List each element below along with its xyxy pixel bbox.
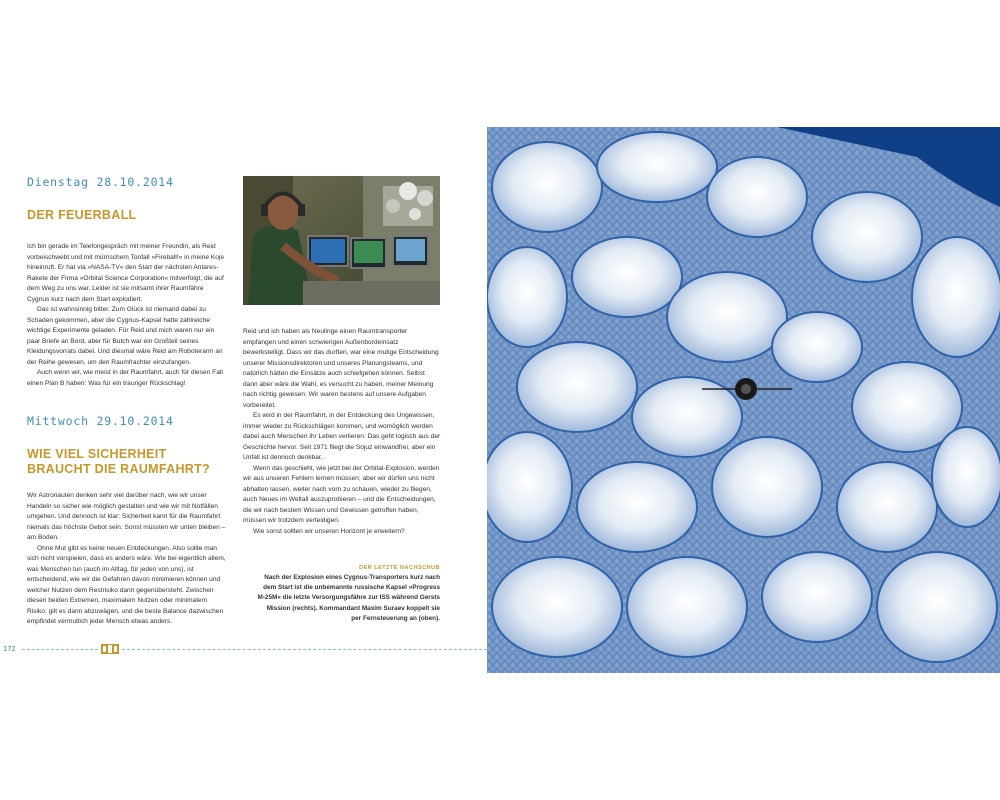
- section-title-feuerball: DER FEUERBALL: [27, 208, 137, 222]
- paragraph: Wie sonst sollten wir unseren Horizont je erweitern?: [253, 527, 405, 535]
- paragraph: Es wird in der Raumfahrt, in der Entdeckung des Ungewissen, immer wieder zu Rückschlägen kommen, und womöglich werden dabei auch Menschen ihr Leben verlieren: Das geht logisch aus der Geschichte hervor. Seit 1971 fliegt die Sojuz einwandfrei, aber ein Unfall ist dennoch denkbar.: [243, 412, 441, 461]
- caption-text: Nach der Explosion eines Cygnus-Transporters kurz nach dem Start ist die unbemannte russische Kapsel »Progress M-25M« die letzte Versorgungsfähre zur ISS während Gersts Mission (rechts). Kommandant Maxim Suraev koppelt sie per Fernsteuerung an (oben).: [257, 574, 440, 622]
- paragraph: Wenn das geschieht, wie jetzt bei der Orbital-Explosion, werden wir aus unseren Fehlern lernen müssen; aber wir dürfen uns nicht abhalten lassen, weiter nach vorn zu schauen, wieder zu fliegen, auch Neues im Weltall auszuprobieren – und die Entscheidungen, die wir nach bestem Wissen und Gewissen getroffen haben, müssen wir trotzdem verteidigen.: [243, 464, 440, 524]
- footer-divider-right: [122, 649, 487, 650]
- section-body-sicherheit: [27, 491, 227, 628]
- paragraph: Auch wenn wir, wie meist in der Raumfahrt, auch für diesen Fall einen Plan B haben: Was für ein trauriger Rückschlag!: [27, 369, 223, 387]
- caption-title: DER LETZTE NACHSCHUB: [359, 565, 440, 571]
- paragraph: Ich bin gerade im Telefongespräch mit meiner Freundin, als Reid vorbeischwebt und mit mürrischem Tonfall »Fireball!« in meine Koje hineinruft. Er hat via »NASA-TV« den Start der nächsten Antares-Rakete der Firma »Orbital Science Corporation« mitverfolgt, die auf dem Weg zu uns war. Leider ist sie mitsamt ihrer Raumfähre Cygnus kurz nach dem Start explodiert.: [27, 243, 225, 303]
- footer-divider-left: [22, 649, 98, 650]
- astronaut-photo: [243, 176, 440, 305]
- paragraph: Ohne Mut gibt es keine neuen Entdeckungen. Also sollte man sich nicht vorspielen, dass es anders wäre. Wie bei eigentlich allem, was Menschen tun (auch im Alltag, für jeden von uns), ist entscheidend, wie wir die Gefahren davon minimieren können und welcher Nutzen dem Restrisiko dann gegenübersteht. Zwischen diesen beiden Extremen, maximalem Nutzen oder minimalem Risiko, gilt es dann abzuwägen, und die beste Balance dazwischen empfindet vermutlich jeder Mensch etwas anders.: [27, 544, 226, 625]
- section-title-sicherheit: WIE VIEL SICHERHEIT BRAUCHT DIE RAUMFAHRT?: [27, 447, 210, 476]
- mission-logo-icon: [101, 642, 119, 656]
- date-wednesday: Mittwoch 29.10.2014: [27, 414, 174, 428]
- date-tuesday: Dienstag 28.10.2014: [27, 175, 174, 189]
- paragraph: Reid und ich haben als Neulinge einen Raumtransporter empfangen und einen schwierigen Außenbordeinsatz bewerkstelligt. Dass wir das durften, war eine mutige Entscheidung unserer Missionsdirektoren und unseres Planungsteams, und natürlich hätten die Einsätze auch schiefgehen können. Selbst dann aber wäre die Wahl, es versucht zu haben, meiner Meinung nach richtig gewesen: Wir waren bestens auf unsere Aufgaben vorbereitet.: [243, 328, 439, 409]
- paragraph: Das ist wahnsinnig bitter. Zum Glück ist niemand dabei zu Schaden gekommen, aber die Cygnus-Kapsel hatte zahlreiche wichtige Experimente geladen. Für Reid und mich waren nur ein paar Briefe an Bord, aber für Butch war ein Großteil seines Kleidungsvorrats dabei. Und diesmal wäre Reid am Roboterarm an der Reihe gewesen, um den Raumfrachter einzufangen.: [27, 306, 223, 366]
- astronaut-illustration: [243, 176, 440, 305]
- column-two-body: [243, 327, 441, 537]
- earth-clouds-illustration: [487, 127, 1000, 673]
- earth-photo: [487, 127, 1000, 673]
- paragraph: Wir Astronauten denken sehr viel darüber nach, wie wir unser Handeln so sicher wie möglich gestalten und wie wir mit Notfällen umgehen. Und dennoch ist klar: Sicherheit kann für die Raumfahrt niemals das höchste Gebot sein. Sonst müssten wir unten bleiben – am Boden.: [27, 492, 226, 541]
- section-body-feuerball: [27, 242, 227, 389]
- page-number: 172: [3, 645, 16, 653]
